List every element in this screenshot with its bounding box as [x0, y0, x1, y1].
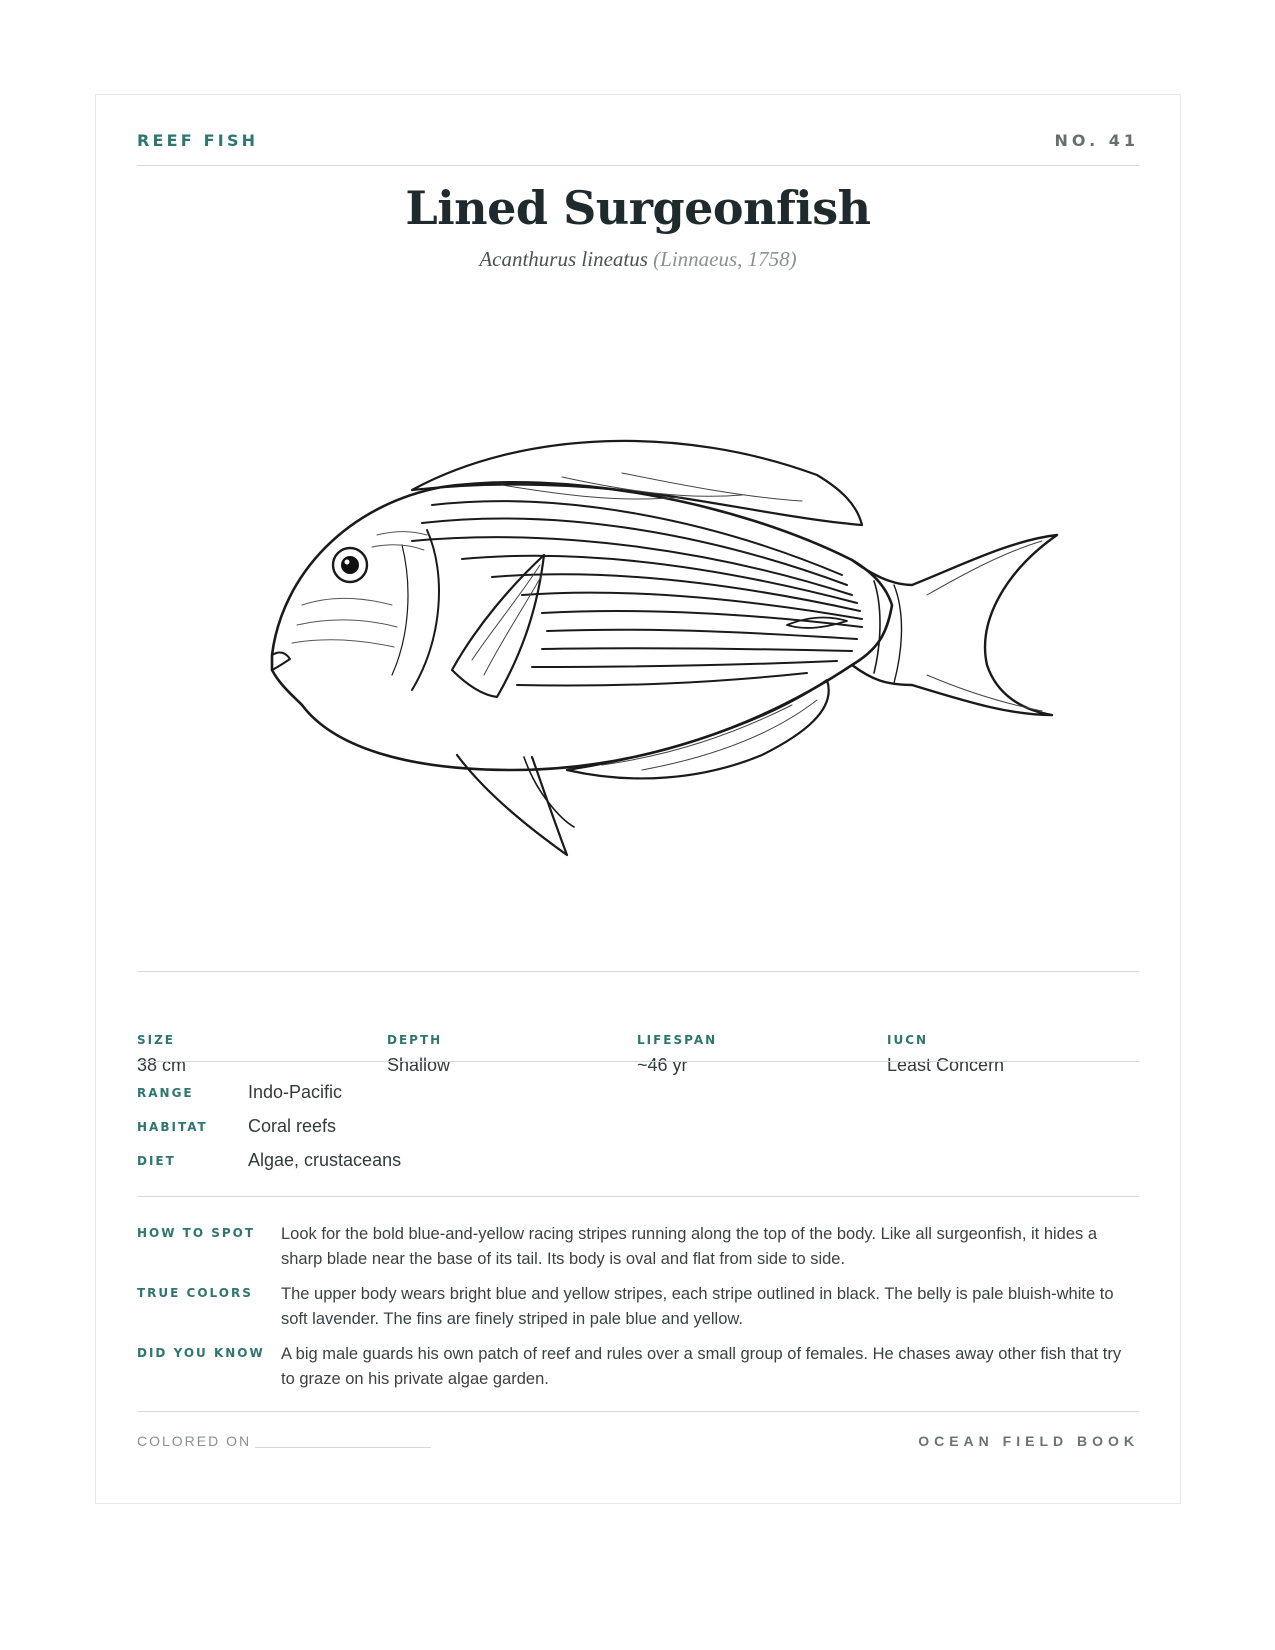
note-label: TRUE COLORS	[137, 1286, 253, 1300]
note-label: HOW TO SPOT	[137, 1226, 256, 1240]
species-common-name: Lined Surgeonfish	[405, 181, 871, 235]
scientific-name: Acanthurus lineatus	[479, 247, 648, 271]
note-label: DID YOU KNOW	[137, 1346, 265, 1360]
stat-label: IUCN	[887, 1033, 929, 1047]
stat-depth	[387, 1033, 627, 1076]
fact-range	[137, 1082, 1139, 1112]
stat-value: Least Concern	[887, 1055, 1005, 1075]
stats-bottom-divider	[137, 1061, 1139, 1062]
note-text: Look for the bold blue-and-yellow racing stripes running along the top of the body. Like all surgeonfish, it hides a sharp blade near the base of its tail. Its body is oval and flat from side to side.	[281, 1225, 1098, 1268]
fact-habitat	[137, 1116, 1139, 1146]
facts-divider	[137, 1196, 1139, 1197]
lined-surgeonfish-illustration	[262, 435, 1082, 865]
entry-number: NO. 41	[1054, 131, 1139, 150]
stat-value: Shallow	[387, 1055, 451, 1075]
fact-label: HABITAT	[137, 1120, 208, 1134]
stat-label: DEPTH	[387, 1033, 443, 1047]
stat-value: ~46 yr	[637, 1055, 688, 1075]
stat-label: SIZE	[137, 1033, 176, 1047]
colored-on-line	[255, 1447, 431, 1448]
fact-value: Indo-Pacific	[248, 1082, 343, 1102]
colored-on-label: COLORED ON	[137, 1433, 252, 1449]
header-divider	[137, 165, 1139, 166]
category-label: REEF FISH	[137, 131, 259, 150]
fact-value: Coral reefs	[248, 1116, 337, 1136]
species-scientific-name	[137, 247, 1139, 272]
stat-label: LIFESPAN	[637, 1033, 718, 1047]
stats-top-divider	[137, 971, 1139, 972]
note-text: The upper body wears bright blue and yellow stripes, each stripe outlined in black. The belly is pale bluish-white to soft lavender. The fins are finely striped in pale blue and yellow.	[281, 1285, 1114, 1328]
footer-divider	[137, 1411, 1139, 1412]
fact-label: DIET	[137, 1154, 176, 1168]
stat-iucn	[887, 1033, 1127, 1076]
stat-size	[137, 1033, 377, 1076]
fact-value: Algae, crustaceans	[248, 1150, 402, 1170]
fact-diet	[137, 1150, 1139, 1180]
stat-lifespan	[637, 1033, 877, 1076]
species-authority: (Linnaeus, 1758)	[653, 247, 797, 271]
note-text: A big male guards his own patch of reef and rules over a small group of females. He chases away other fish that try to graze on his private algae garden.	[281, 1345, 1122, 1388]
stat-value: 38 cm	[137, 1055, 187, 1075]
field-guide-card	[95, 94, 1181, 1504]
fact-label: RANGE	[137, 1086, 194, 1100]
brand-name: OCEAN FIELD BOOK	[918, 1433, 1139, 1449]
